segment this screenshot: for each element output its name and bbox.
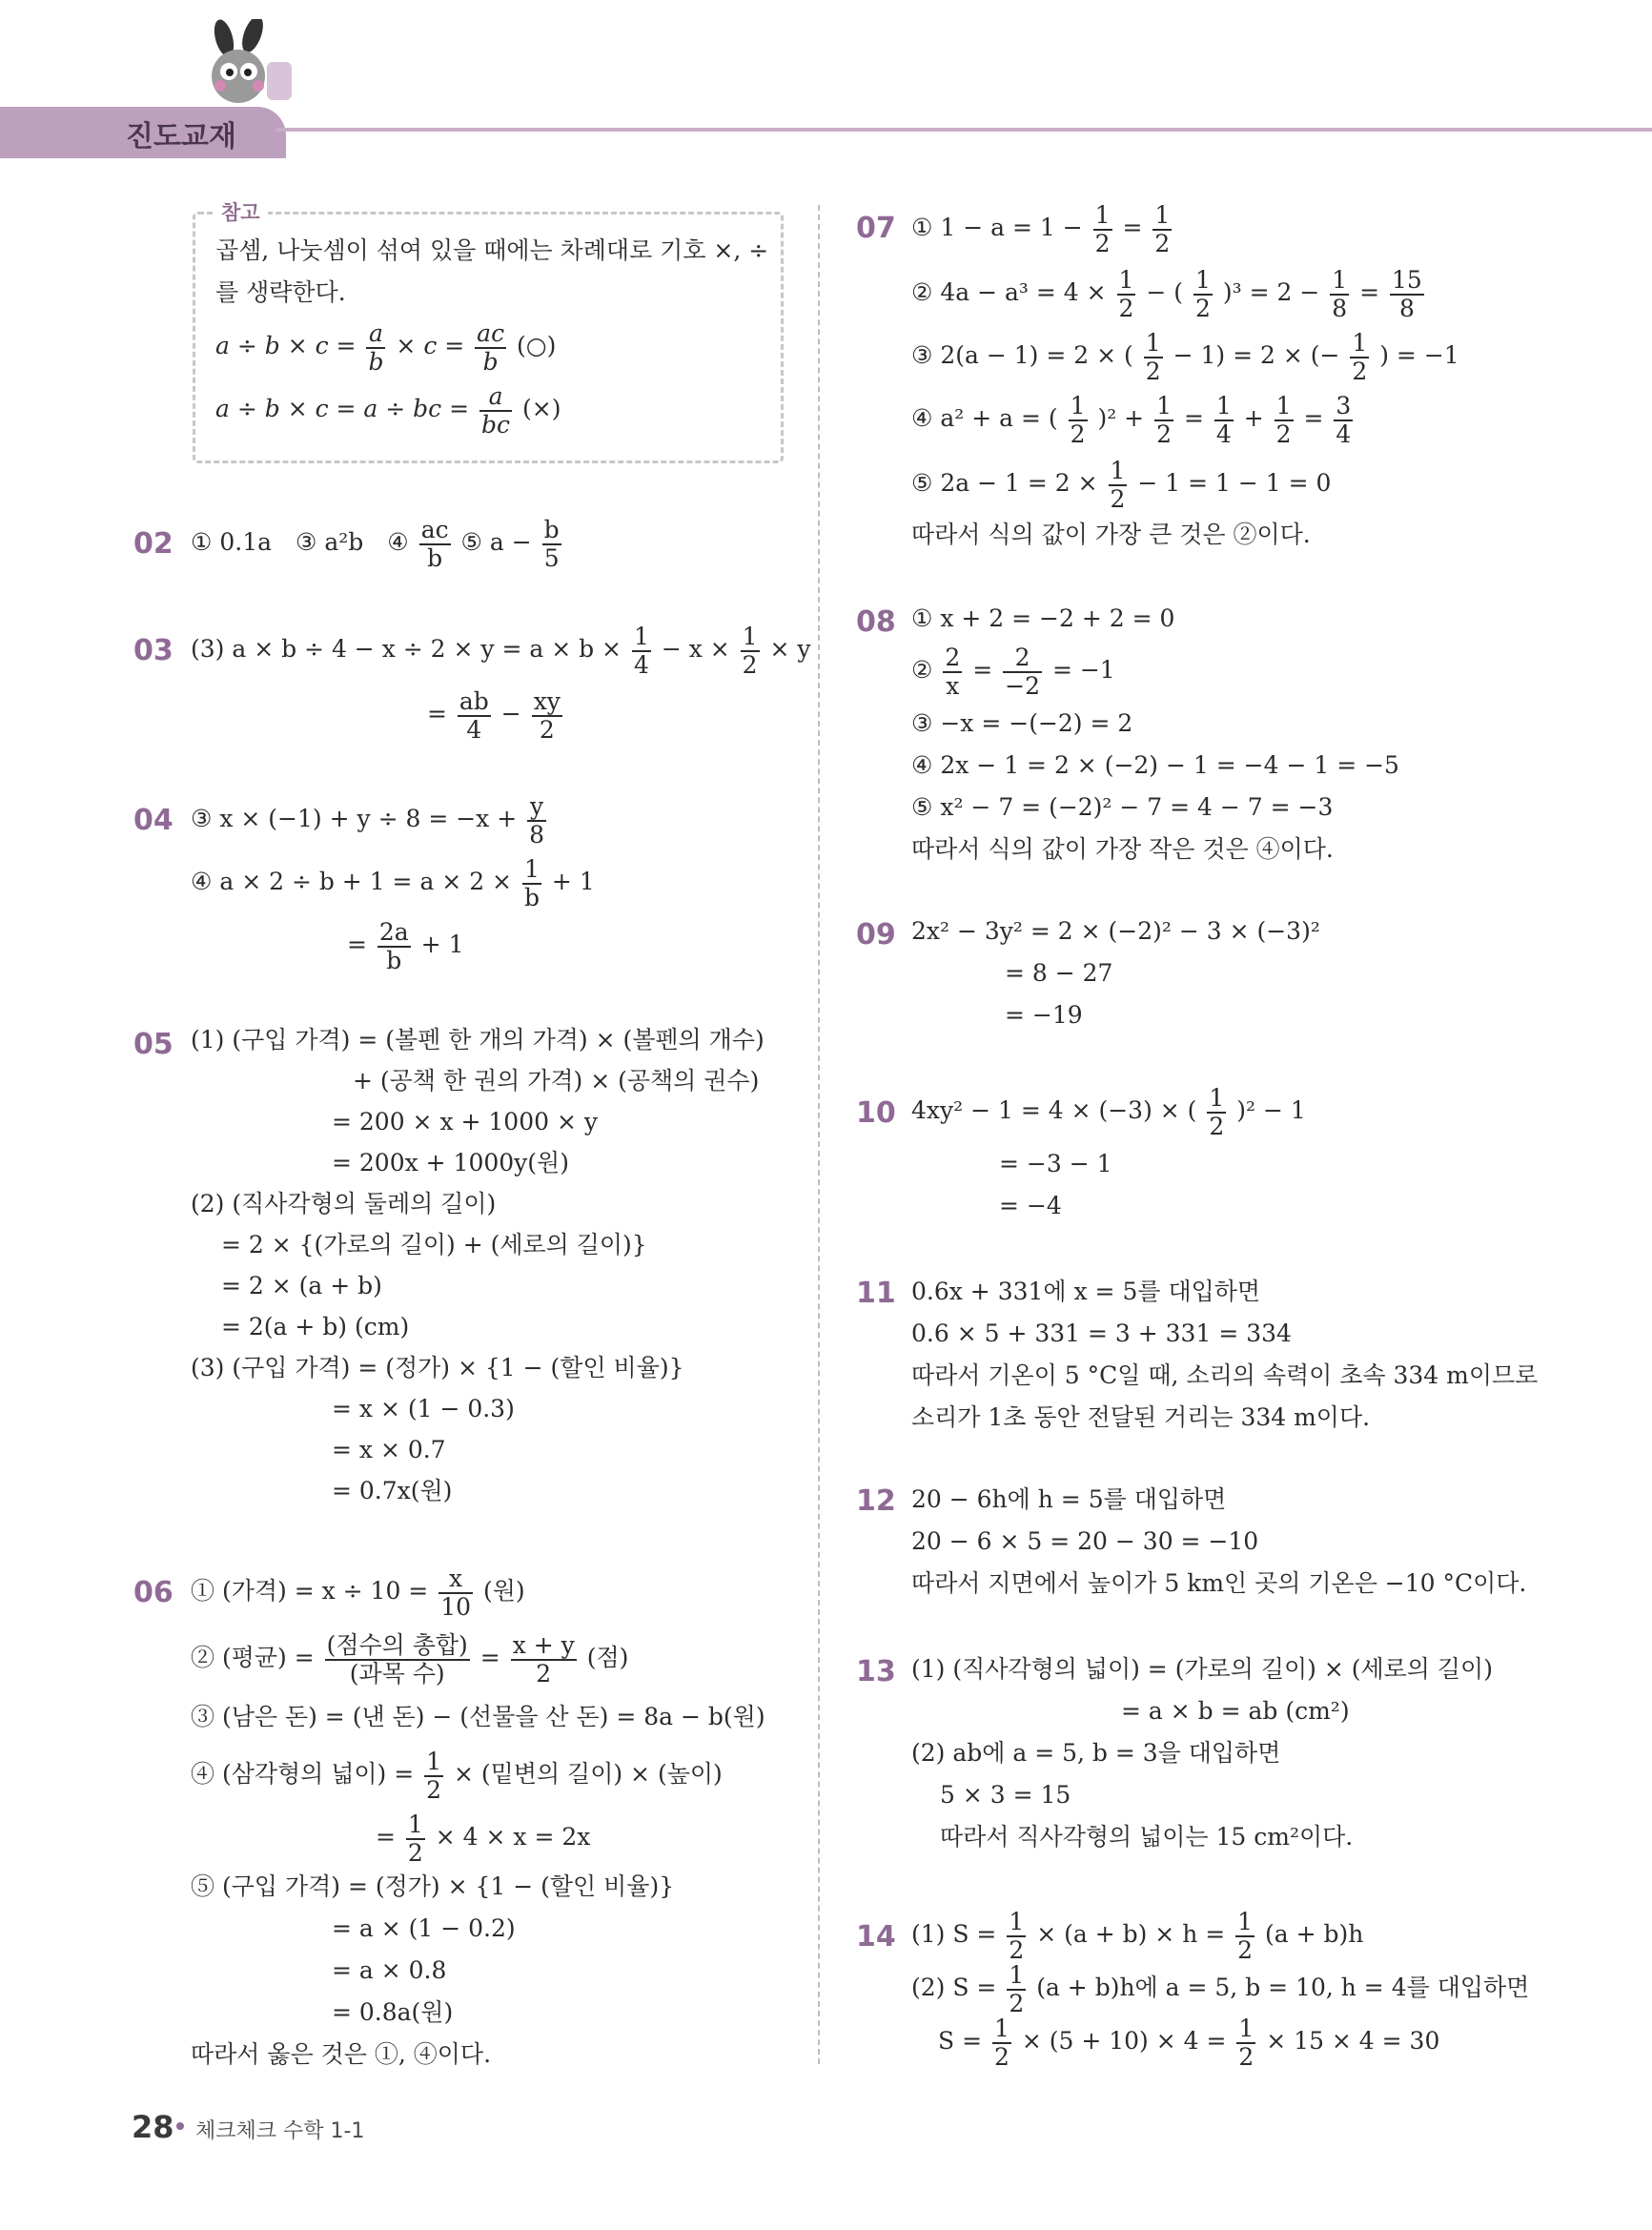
- q09-line-1: 2x² − 3y² = 2 × (−2)² − 3 × (−3)²: [911, 917, 1320, 945]
- q08-line-2: ② $\frac{2}{x}$ = $\frac{2}{-2}$ = −1: [911, 644, 1115, 700]
- q13-line-4: 5 × 3 = 15: [940, 1781, 1071, 1809]
- q06-line-7: = a × (1 − 0.2): [332, 1914, 516, 1942]
- note-line-1: 곱셈, 나눗셈이 섞여 있을 때에는 차례대로 기호 ×, ÷: [215, 236, 769, 264]
- q12-line-3: 따라서 지면에서 높이가 5 km인 곳의 기온은 −10 °C이다.: [911, 1569, 1527, 1597]
- q08-line-1: ① x + 2 = −2 + 2 = 0: [911, 604, 1175, 632]
- q02-number: 02: [133, 527, 173, 561]
- q12-line-2: 20 − 6 × 5 = 20 − 30 = −10: [911, 1527, 1259, 1555]
- q11-line-2: 0.6 × 5 + 331 = 3 + 331 = 334: [911, 1320, 1292, 1347]
- footer-bullet-icon: [176, 2122, 184, 2130]
- q07-line-1: ① 1 − a = 1 − $\frac{1}{2}$ = $\frac{1}{2}$: [911, 201, 1171, 257]
- q13-number: 13: [856, 1655, 896, 1688]
- q11-line-4: 소리가 1초 동안 전달된 거리는 334 m이다.: [911, 1403, 1371, 1431]
- header-label: 진도교재: [126, 120, 236, 153]
- q05-line: (1) (구입 가격) = (볼펜 한 개의 가격) × (볼펜의 개수): [191, 1026, 765, 1054]
- q04-line-1: ③ x × (−1) + y ÷ 8 = −x + $\frac{y}{8}$: [191, 792, 545, 849]
- q09-number: 09: [856, 918, 896, 951]
- q06-number: 06: [133, 1576, 173, 1609]
- q14-line-2: (2) S = $\frac{1}{2}$ (a + b)h에 a = 5, b = 10, h = 4를 대입하면: [911, 1961, 1530, 2017]
- q05-line: = 2 × {(가로의 길이) + (세로의 길이)}: [221, 1231, 647, 1258]
- q06-line-2: ② (평균) = $\frac{\text{(점수의 총합)}}{\text{(과목 수)}}$ = $\frac{x + y}{2}$ (점): [191, 1631, 629, 1688]
- rabbit-mascot-icon: [186, 19, 300, 114]
- q10-number: 10: [856, 1096, 896, 1130]
- q04-line-2: ④ a × 2 ÷ b + 1 = a × 2 × $\frac{1}{b}$ + 1: [191, 855, 595, 911]
- note-example-2: a ÷ b × c = a ÷ bc = $\frac{a}{bc}$ (×): [215, 382, 561, 439]
- q11-number: 11: [856, 1277, 896, 1310]
- q10-line-3: = −4: [999, 1192, 1062, 1219]
- q07-line-6: 따라서 식의 값이 가장 큰 것은 ②이다.: [911, 521, 1311, 548]
- q08-line-4: ④ 2x − 1 = 2 × (−2) − 1 = −4 − 1 = −5: [911, 751, 1399, 779]
- q03-line-2: = $\frac{ab}{4}$ − $\frac{xy}{2}$: [427, 687, 561, 744]
- q14-line-1: (1) S = $\frac{1}{2}$ × (a + b) × h = $\frac{1}{2}$ (a + b)h: [911, 1908, 1364, 1964]
- page-number: 28: [132, 2109, 174, 2145]
- q14-number: 14: [856, 1920, 896, 1954]
- q03-line-1: (3) a × b ÷ 4 − x ÷ 2 × y = a × b × $\frac{1}{4}$ − x × $\frac{1}{2}$ × y: [191, 623, 811, 679]
- q09-line-3: = −19: [1005, 1001, 1083, 1029]
- q11-line-3: 따라서 기온이 5 °C일 때, 소리의 속력이 초속 334 m이므로: [911, 1361, 1539, 1389]
- book-title: 체크체크 수학 1-1: [195, 2119, 365, 2143]
- q08-number: 08: [856, 605, 896, 639]
- q02-answer: ① 0.1a ③ a²b ④ $\frac{ac}{b}$ ⑤ a − $\frac{b}{5}$: [191, 516, 560, 572]
- q04-line-3: = $\frac{2a}{b}$ + 1: [347, 918, 464, 974]
- q05-line: + (공책 한 권의 가격) × (공책의 권수): [353, 1067, 760, 1095]
- q07-line-5: ⑤ 2a − 1 = 2 × $\frac{1}{2}$ − 1 = 1 − 1 = 0: [911, 457, 1332, 513]
- q03-number: 03: [133, 634, 173, 667]
- q05-line: = 0.7x(원): [332, 1477, 453, 1504]
- q07-number: 07: [856, 212, 896, 245]
- q05-line: = x × 0.7: [332, 1436, 446, 1463]
- q07-line-4: ④ a² + a = ( $\frac{1}{2}$ )² + $\frac{1}{2}$ = $\frac{1}{4}$ + $\frac{1}{2}$ = $\frac{3}{4}$: [911, 392, 1352, 448]
- q07-line-3: ③ 2(a − 1) = 2 × ( $\frac{1}{2}$ − 1) = 2 × (− $\frac{1}{2}$ ) = −1: [911, 329, 1459, 385]
- header-line: [276, 128, 1652, 132]
- q06-line-5: = $\frac{1}{2}$ × 4 × x = 2x: [376, 1811, 591, 1867]
- q05-line: (2) (직사각형의 둘레의 길이): [191, 1190, 497, 1217]
- q10-line-2: = −3 − 1: [999, 1150, 1112, 1177]
- q05-line: = 2(a + b) (cm): [221, 1313, 410, 1340]
- note-example-1: a ÷ b × c = $\frac{a}{b}$ × c = $\frac{ac}{b}$ (○): [215, 319, 557, 376]
- q07-line-2: ② 4a − a³ = 4 × $\frac{1}{2}$ − ( $\frac{1}{2}$ )³ = 2 − $\frac{1}{8}$ = $\frac{15}{8}$: [911, 266, 1422, 322]
- q08-line-5: ⑤ x² − 7 = (−2)² − 7 = 4 − 7 = −3: [911, 793, 1334, 821]
- q06-line-8: = a × 0.8: [332, 1956, 447, 1984]
- q06-line-6: ⑤ (구입 가격) = (정가) × {1 − (할인 비율)}: [191, 1872, 675, 1900]
- q13-line-3: (2) ab에 a = 5, b = 3을 대입하면: [911, 1739, 1281, 1767]
- q06-line-1: ① (가격) = x ÷ 10 = $\frac{x}{10}$ (원): [191, 1565, 525, 1621]
- q06-line-3: ③ (남은 돈) = (낸 돈) − (선물을 산 돈) = 8a − b(원): [191, 1703, 765, 1730]
- q04-number: 04: [133, 804, 173, 837]
- note-line-2: 를 생략한다.: [215, 278, 346, 306]
- q08-line-3: ③ −x = −(−2) = 2: [911, 709, 1133, 737]
- column-divider: [818, 205, 820, 2064]
- q05-line: = 200x + 1000y(원): [332, 1149, 569, 1176]
- q05-line: = 2 × (a + b): [221, 1272, 382, 1299]
- q13-line-1: (1) (직사각형의 넓이) = (가로의 길이) × (세로의 길이): [911, 1655, 1493, 1683]
- q12-number: 12: [856, 1484, 896, 1518]
- q06-line-9: = 0.8a(원): [332, 1998, 454, 2026]
- q11-line-1: 0.6x + 331에 x = 5를 대입하면: [911, 1278, 1261, 1305]
- note-tag: 참고: [214, 197, 268, 226]
- q05-line: = 200 × x + 1000 × y: [332, 1108, 598, 1135]
- q06-line-4: ④ (삼각형의 넓이) = $\frac{1}{2}$ × (밑변의 길이) × (높이): [191, 1748, 723, 1804]
- q13-line-2: = a × b = ab (cm²): [1121, 1697, 1350, 1725]
- q13-line-5: 따라서 직사각형의 넓이는 15 cm²이다.: [940, 1823, 1354, 1851]
- q05-line: (3) (구입 가격) = (정가) × {1 − (할인 비율)}: [191, 1354, 684, 1381]
- q10-line-1: 4xy² − 1 = 4 × (−3) × ( $\frac{1}{2}$ )² − 1: [911, 1084, 1306, 1140]
- q08-line-6: 따라서 식의 값이 가장 작은 것은 ④이다.: [911, 835, 1334, 863]
- q05-line: = x × (1 − 0.3): [332, 1395, 515, 1422]
- q14-line-3: S = $\frac{1}{2}$ × (5 + 10) × 4 = $\frac{1}{2}$ × 15 × 4 = 30: [938, 2015, 1440, 2071]
- q06-line-10: 따라서 옳은 것은 ①, ④이다.: [191, 2040, 492, 2068]
- q12-line-1: 20 − 6h에 h = 5를 대입하면: [911, 1485, 1227, 1513]
- q09-line-2: = 8 − 27: [1005, 959, 1113, 987]
- q05-number: 05: [133, 1028, 173, 1061]
